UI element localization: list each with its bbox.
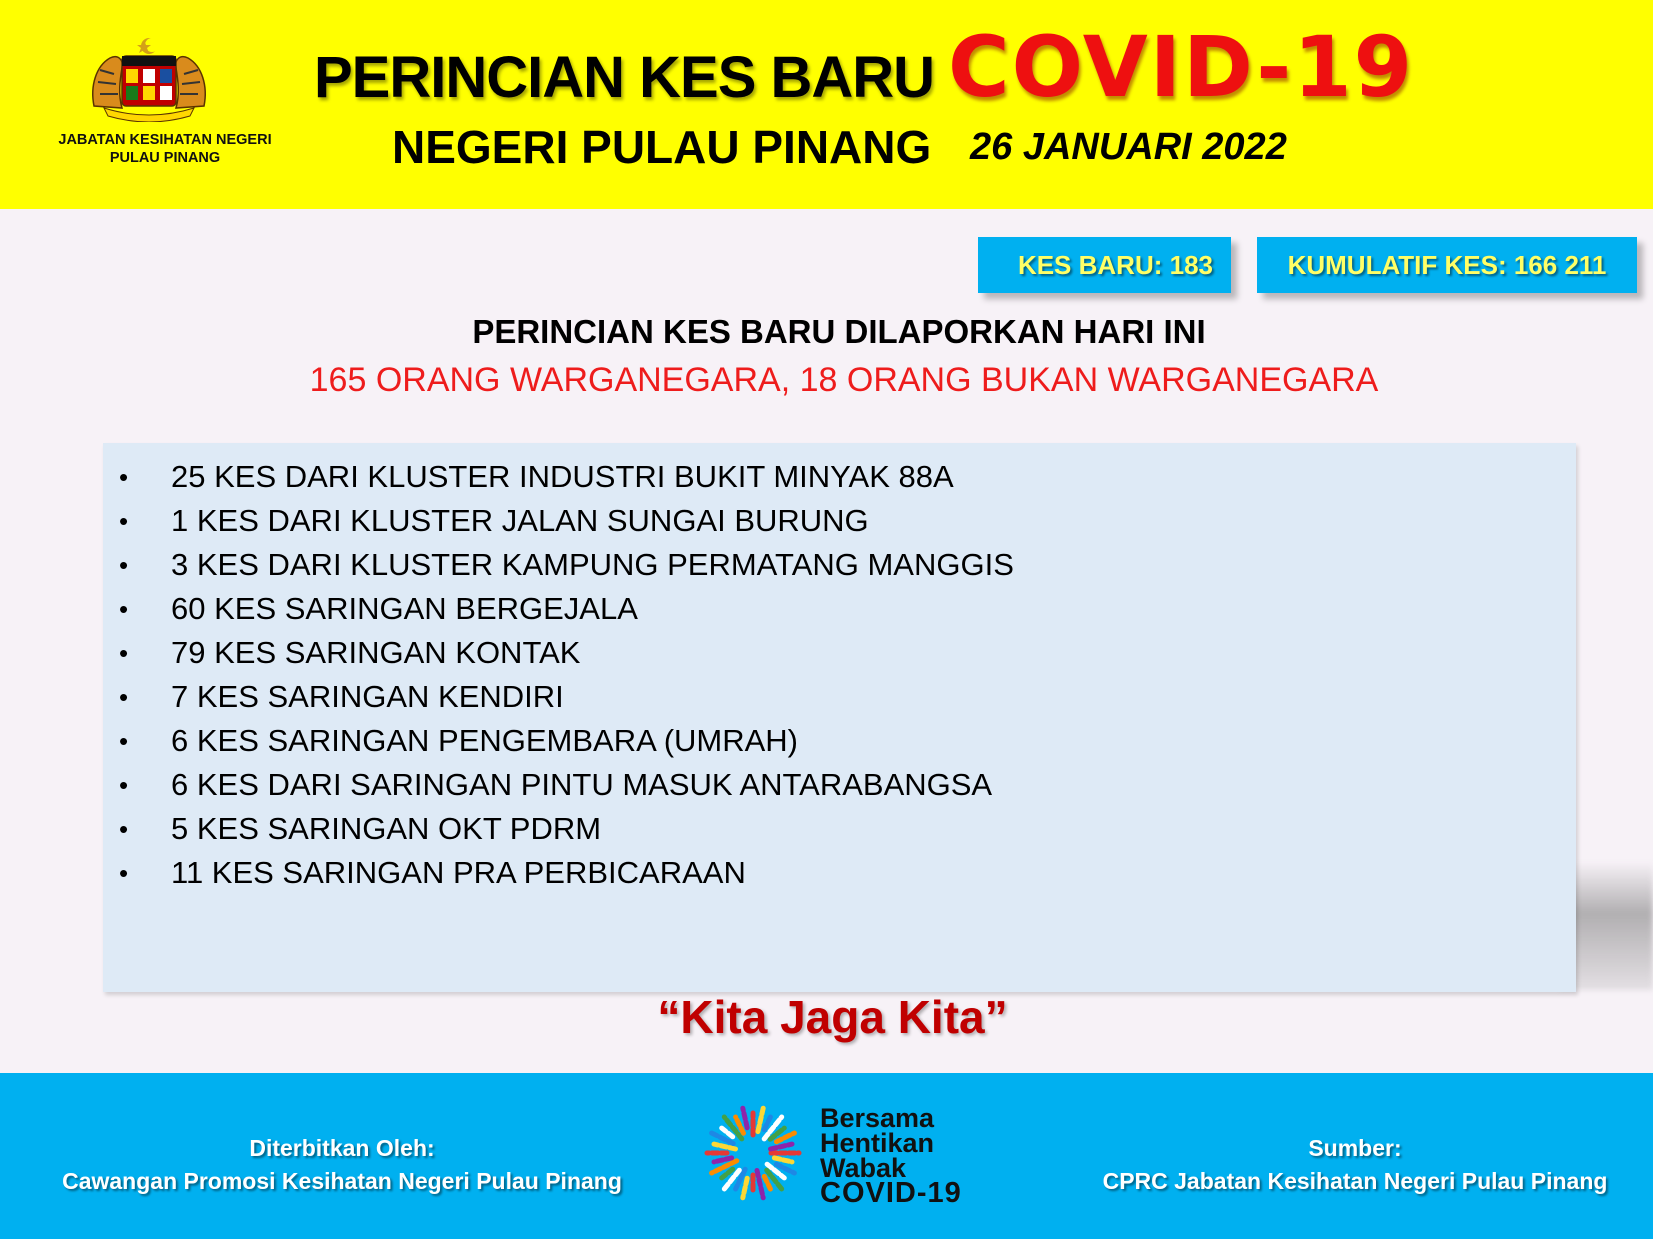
case-text: 60 KES SARINGAN BERGEJALA: [171, 591, 638, 626]
bullet-icon: •: [119, 550, 129, 580]
sunburst-ray: [743, 1178, 747, 1198]
sunburst-ray: [771, 1144, 793, 1149]
bullet-icon: •: [119, 506, 129, 536]
department-line-1: JABATAN KESIHATAN NEGERI: [58, 132, 272, 148]
cases-panel: [103, 443, 1576, 992]
section-subtitle: 165 ORANG WARGANEGARA, 18 ORANG BUKAN WARGANEGARA: [309, 361, 1379, 399]
case-text: 6 KES SARINGAN PENGEMBARA (UMRAH): [171, 723, 799, 758]
sunburst-ray: [757, 1171, 763, 1198]
list-item: [103, 675, 1576, 719]
case-text: 5 KES SARINGAN OKT PDRM: [171, 811, 602, 846]
report-date: 26 JANUARI 2022: [970, 126, 1287, 168]
slogan: “Kita Jaga Kita”: [657, 991, 1008, 1043]
list-item: [103, 807, 1576, 851]
header-banner: [0, 0, 1653, 209]
new-cases-badge: KES BARU: 183: [978, 237, 1231, 293]
source-label: Sumber:: [1308, 1135, 1402, 1161]
campaign-line-3: Wabak: [820, 1153, 907, 1183]
list-item: [103, 763, 1576, 807]
covid-title: COVID-19: [948, 18, 1415, 116]
list-item: [103, 631, 1576, 675]
cases-list: [103, 455, 1576, 895]
list-item: [103, 851, 1576, 895]
list-item: [103, 587, 1576, 631]
sunburst-campaign-icon: [698, 1098, 808, 1208]
case-text: 1 KES DARI KLUSTER JALAN SUNGAI BURUNG: [171, 503, 869, 538]
bullet-icon: •: [119, 638, 129, 668]
sunburst-ray: [764, 1176, 770, 1189]
bullet-icon: •: [119, 726, 129, 756]
case-text: 11 KES SARINGAN PRA PERBICARAAN: [171, 855, 746, 890]
page-title: PERINCIAN KES BARU: [314, 45, 935, 110]
list-item: [103, 543, 1576, 587]
campaign-line-4: COVID-19: [820, 1177, 962, 1209]
bullet-icon: •: [119, 462, 129, 492]
bullet-icon: •: [119, 814, 129, 844]
department-name: [20, 131, 310, 167]
publisher-name: Cawangan Promosi Kesihatan Negeri Pulau Pinang: [62, 1168, 622, 1194]
sunburst-ray: [774, 1158, 792, 1162]
sunburst-ray: [743, 1108, 747, 1128]
published-label: Diterbitkan Oleh:: [249, 1135, 435, 1161]
bullet-icon: •: [119, 594, 129, 624]
campaign-line-1: Bersama: [820, 1103, 935, 1133]
case-text: 3 KES DARI KLUSTER KAMPUNG PERMATANG MANGGIS: [171, 547, 1014, 582]
list-item: [103, 719, 1576, 763]
case-text: 6 KES DARI SARINGAN PINTU MASUK ANTARABANGSA: [171, 767, 993, 802]
bullet-icon: •: [119, 858, 129, 888]
case-text: 79 KES SARINGAN KONTAK: [171, 635, 581, 670]
cumulative-cases-badge: KUMULATIF KES: 166 211: [1257, 237, 1637, 293]
list-item: [103, 455, 1576, 499]
sunburst-ray: [714, 1158, 732, 1162]
campaign-slogan: [820, 1103, 962, 1209]
case-text: 25 KES DARI KLUSTER INDUSTRI BUKIT MINYAK 88A: [171, 459, 954, 494]
case-text: 7 KES SARINGAN KENDIRI: [171, 679, 564, 714]
state-title: NEGERI PULAU PINANG: [392, 121, 932, 173]
footer-banner: [0, 1073, 1653, 1239]
coat-of-arms-icon: [84, 36, 214, 122]
source-name: CPRC Jabatan Kesihatan Negeri Pulau Pinang: [1102, 1168, 1608, 1194]
bullet-icon: •: [119, 682, 129, 712]
department-line-2: PULAU PINANG: [109, 150, 221, 166]
list-item: [103, 499, 1576, 543]
sunburst-ray: [764, 1117, 770, 1130]
section-title: PERINCIAN KES BARU DILAPORKAN HARI INI: [472, 313, 1206, 350]
campaign-line-2: Hentikan: [820, 1128, 935, 1158]
bullet-icon: •: [119, 770, 129, 800]
